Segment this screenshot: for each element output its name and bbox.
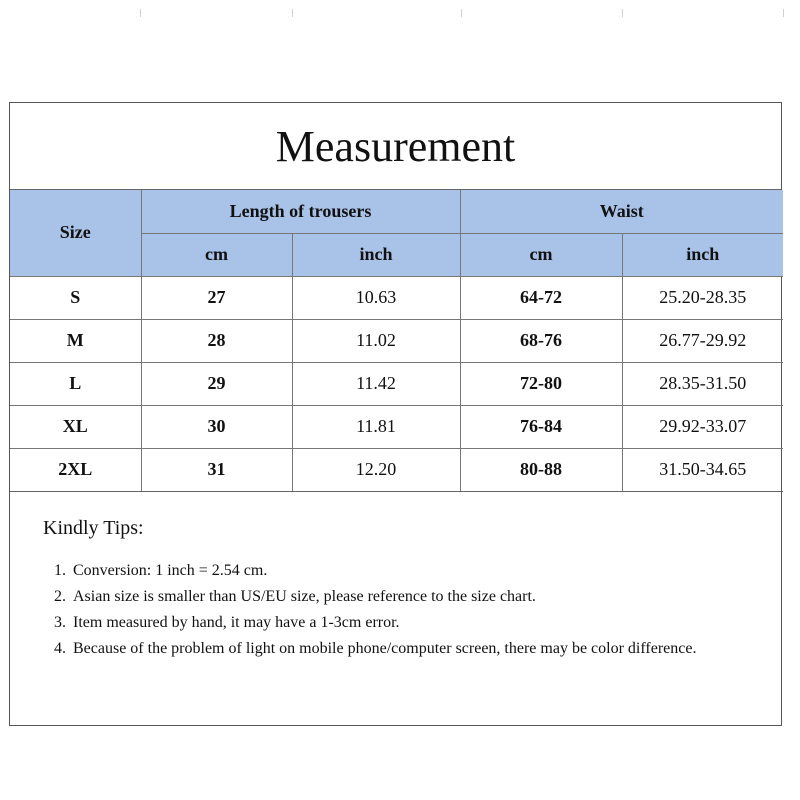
size-column-header: Size — [10, 190, 141, 276]
size-table — [10, 190, 783, 492]
size-cell: L — [10, 362, 141, 405]
length-inch-cell: 11.02 — [292, 319, 460, 362]
waist-cm-header: cm — [460, 233, 622, 276]
size-cell: XL — [10, 405, 141, 448]
size-cell: 2XL — [10, 448, 141, 491]
table-body — [10, 276, 783, 491]
tip-item: 1. Conversion: 1 inch = 2.54 cm. — [70, 558, 781, 584]
length-cm-cell: 28 — [141, 319, 292, 362]
top-tick-mark — [622, 9, 623, 17]
length-cm-cell: 29 — [141, 362, 292, 405]
waist-cm-cell: 80-88 — [460, 448, 622, 491]
top-tick-mark — [783, 9, 784, 17]
chart-title: Measurement — [10, 103, 781, 190]
waist-group-header: Waist — [460, 190, 783, 233]
length-inch-header: inch — [292, 233, 460, 276]
length-group-header: Length of trousers — [141, 190, 460, 233]
top-tick-mark — [292, 9, 293, 17]
tips-section — [10, 492, 781, 662]
waist-cm-cell: 68-76 — [460, 319, 622, 362]
waist-inch-cell: 31.50-34.65 — [622, 448, 783, 491]
table-row — [10, 276, 783, 319]
length-inch-cell: 11.42 — [292, 362, 460, 405]
size-cell: S — [10, 276, 141, 319]
tip-item: 4. Because of the problem of light on mobile phone/computer screen, there may be color difference. — [70, 636, 781, 662]
tip-item: 2. Asian size is smaller than US/EU size, please reference to the size chart. — [70, 584, 781, 610]
waist-inch-cell: 26.77-29.92 — [622, 319, 783, 362]
size-chart-card — [9, 102, 782, 726]
table-header — [10, 190, 783, 276]
waist-cm-cell: 72-80 — [460, 362, 622, 405]
length-cm-cell: 30 — [141, 405, 292, 448]
length-cm-cell: 31 — [141, 448, 292, 491]
length-inch-cell: 11.81 — [292, 405, 460, 448]
length-inch-cell: 12.20 — [292, 448, 460, 491]
waist-cm-cell: 76-84 — [460, 405, 622, 448]
length-cm-header: cm — [141, 233, 292, 276]
waist-inch-cell: 29.92-33.07 — [622, 405, 783, 448]
length-inch-cell: 10.63 — [292, 276, 460, 319]
length-cm-cell: 27 — [141, 276, 292, 319]
top-tick-mark — [140, 9, 141, 17]
waist-inch-header: inch — [622, 233, 783, 276]
table-row — [10, 319, 783, 362]
tips-list — [43, 558, 781, 662]
table-row — [10, 448, 783, 491]
table-row — [10, 362, 783, 405]
tips-title: Kindly Tips: — [43, 516, 144, 539]
waist-inch-cell: 25.20-28.35 — [622, 276, 783, 319]
waist-cm-cell: 64-72 — [460, 276, 622, 319]
waist-inch-cell: 28.35-31.50 — [622, 362, 783, 405]
size-cell: M — [10, 319, 141, 362]
tip-item: 3. Item measured by hand, it may have a 1-3cm error. — [70, 610, 781, 636]
top-tick-mark — [461, 9, 462, 17]
table-row — [10, 405, 783, 448]
